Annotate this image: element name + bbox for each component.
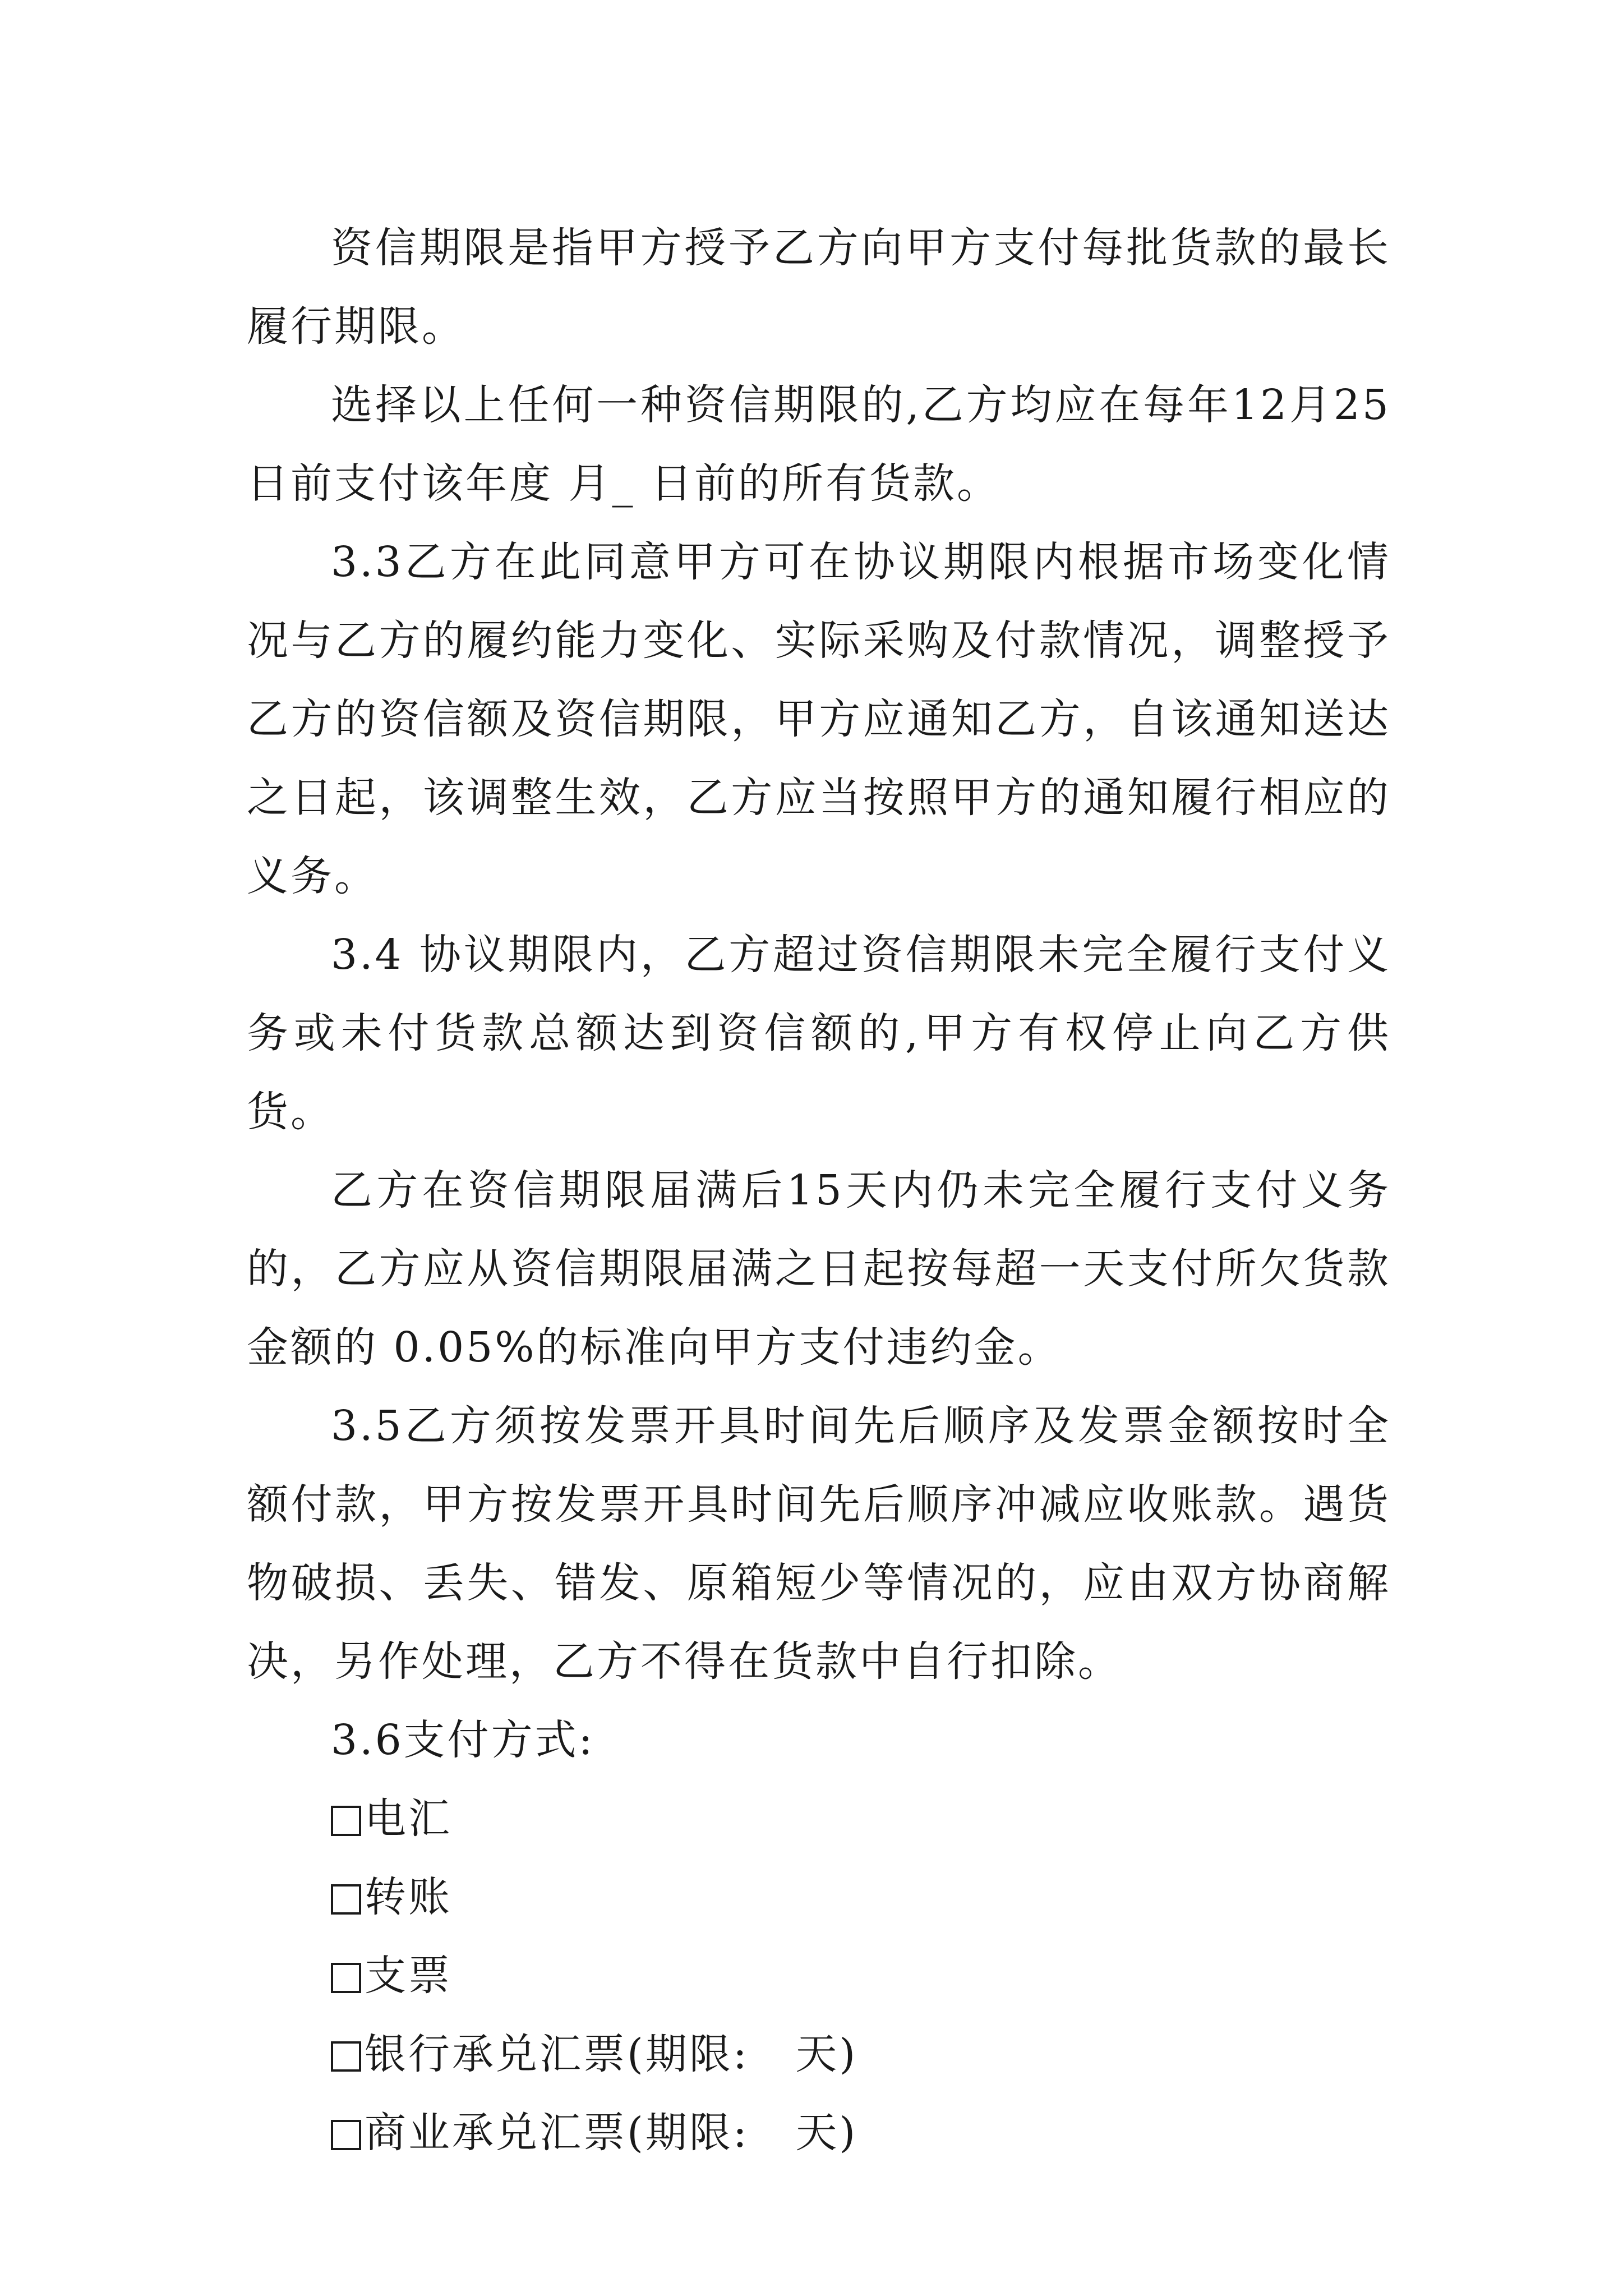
checkbox-icon[interactable]: [331, 1806, 361, 1836]
payment-option-label: 电汇: [365, 1795, 452, 1843]
paragraph-clause-3-4: 3.4 协议期限内，乙方超过资信期限未完全履行支付义务或未付货款总额达到资信额的,甲方有权停止向乙方供货。: [247, 931, 1391, 1136]
paragraph-clause-3-3: 3.3乙方在此同意甲方可在协议期限内根据市场变化情况与乙方的履约能力变化、实际采购及付款情况，调整授予乙方的资信额及资信期限，甲方应通知乙方，自该通知送达之日起，该调整生效，乙方应当按照甲方的通知履行相应的义务。: [247, 538, 1391, 900]
payment-option-label: 支票: [365, 1952, 452, 2000]
payment-option-bank-transfer[interactable]: [247, 1858, 1391, 1936]
paragraph-payment-deadline: 选择以上任何一种资信期限的,乙方均应在每年12月25日前支付该年度 月_ 日前的所有货款。: [247, 381, 1391, 508]
checkbox-icon[interactable]: [331, 2041, 361, 2072]
checkbox-icon[interactable]: [331, 1963, 361, 1993]
document-page: [247, 209, 1391, 2172]
payment-option-label: 银行承兑汇票(期限: 天): [365, 2030, 858, 2078]
paragraph-penalty: 乙方在资信期限届满后15天内仍未完全履行支付义务的，乙方应从资信期限届满之日起按每超一天支付所欠货款金额的 0.05%的标准向甲方支付违约金。: [247, 1166, 1391, 1372]
payment-option-label: 转账: [365, 1873, 452, 1921]
payment-option-commercial-acceptance[interactable]: [247, 2093, 1391, 2172]
payment-option-bank-acceptance[interactable]: [247, 2015, 1391, 2093]
payment-option-label: 商业承兑汇票(期限: 天): [365, 2109, 858, 2157]
payment-option-wire-transfer[interactable]: [247, 1779, 1391, 1858]
paragraph-clause-3-5: 3.5乙方须按发票开具时间先后顺序及发票金额按时全额付款，甲方按发票开具时间先后顺序冲减应收账款。遇货物破损、丢失、错发、原箱短少等情况的，应由双方协商解决，另作处理，乙方不得在货款中自行扣除。: [247, 1402, 1391, 1686]
checkbox-icon[interactable]: [331, 2120, 361, 2150]
payment-option-cheque[interactable]: [247, 1936, 1391, 2015]
checkbox-icon[interactable]: [331, 1884, 361, 1915]
payment-method-heading: 3.6支付方式:: [331, 1716, 595, 1764]
paragraph-credit-term-definition: 资信期限是指甲方授予乙方向甲方支付每批货款的最长履行期限。: [247, 224, 1391, 351]
